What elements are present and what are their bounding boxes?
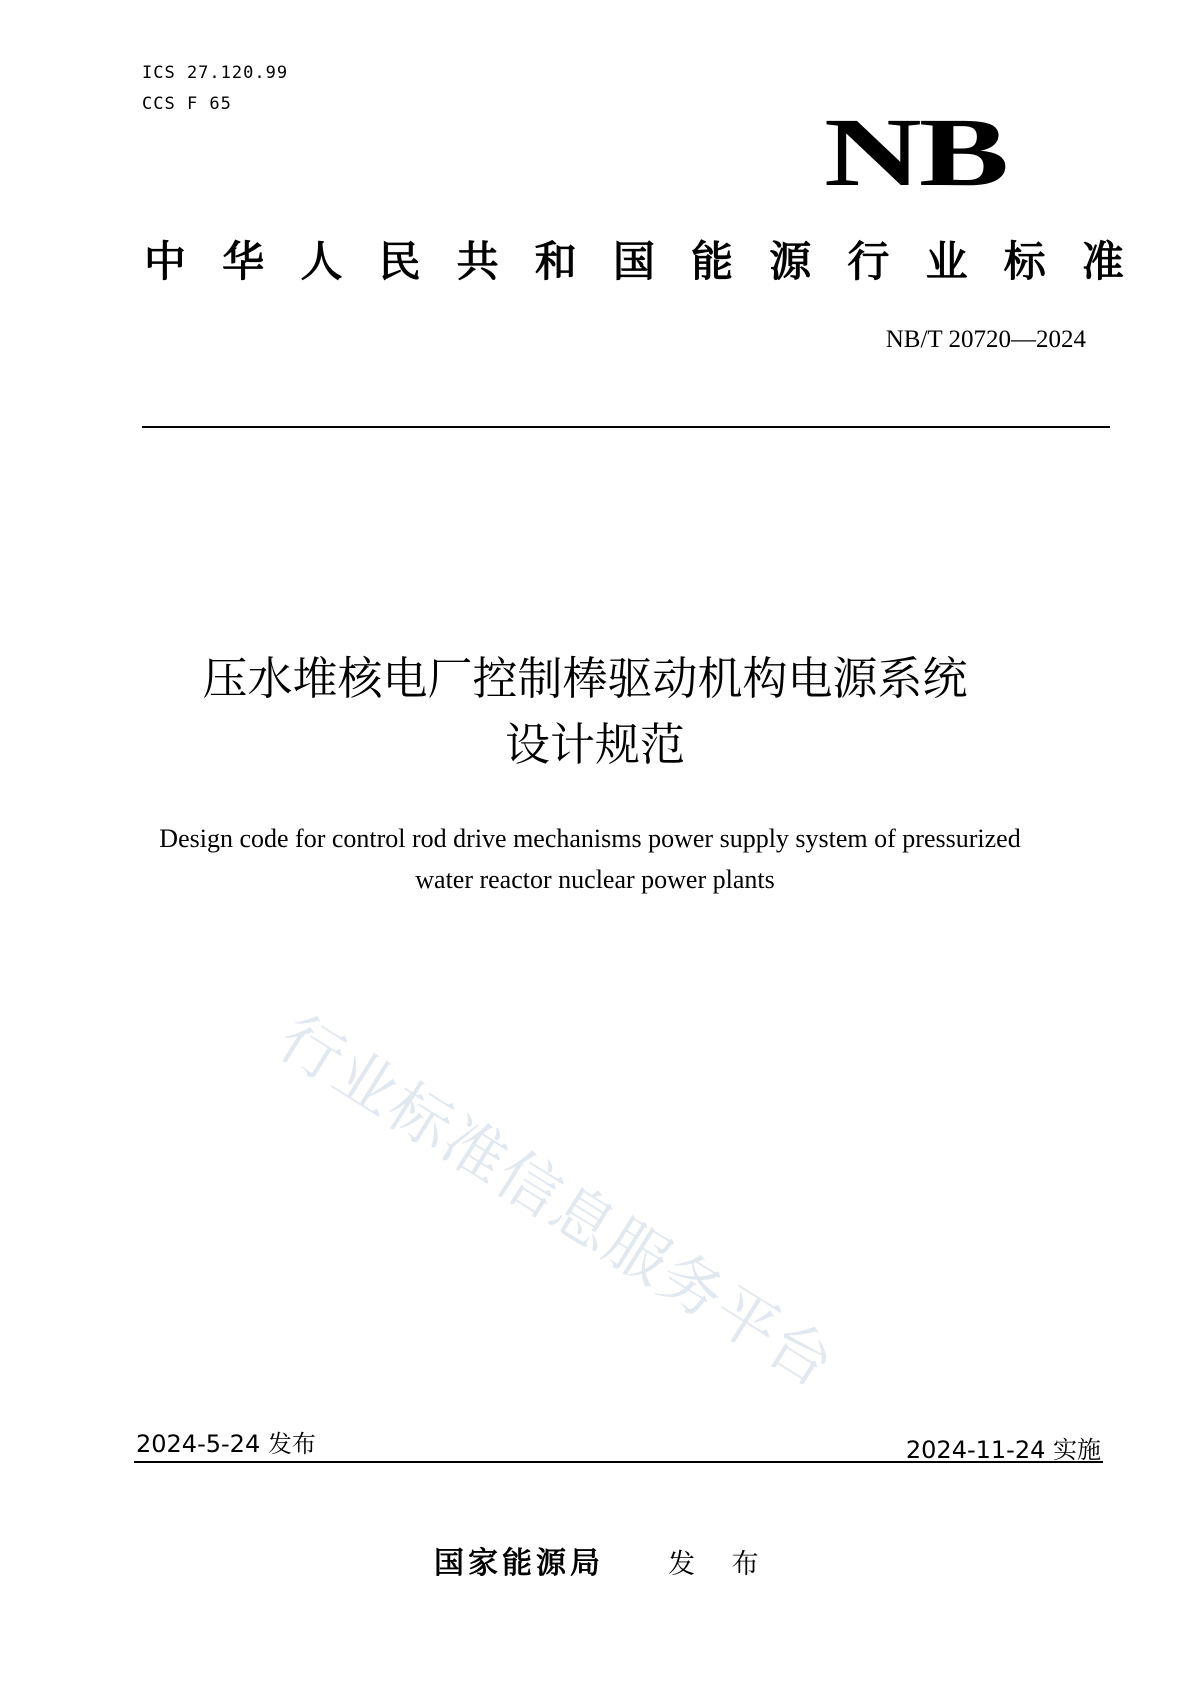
standard-title-char: 共 [456,237,499,286]
standard-number: NB/T 20720—2024 [885,326,1086,353]
standard-title-char: 准 [1081,237,1124,286]
publish-label: 发 布 [668,1549,773,1580]
watermark: 行业标准信息服务平台 [266,1001,848,1403]
issue-date: 2024-5-24 发布 [136,1430,316,1458]
document-title-english [0,818,1190,900]
standard-title-char: 业 [925,237,968,286]
publisher-name: 国家能源局 [434,1546,604,1581]
title-en-line-1: Design code for control rod drive mechanisms power supply system of pressurized [159,824,1021,853]
standard-title-char: 能 [691,237,734,286]
footer-divider [134,1461,1103,1463]
standard-title-char: 人 [300,237,343,286]
title-cn-line-2: 设计规范 [504,718,685,771]
standard-title-char: 华 [222,237,265,286]
standard-title-char: 源 [769,237,812,286]
header-divider [142,426,1110,428]
ics-code: ICS 27.120.99 [142,63,289,83]
standard-title-char: 中 [144,237,187,286]
standard-category-title [144,232,1124,292]
standard-title-char: 行 [847,237,890,286]
standard-title-char: 标 [1003,237,1046,286]
implementation-date: 2024-11-24 实施 [905,1436,1101,1464]
standard-title-char: 民 [378,237,421,286]
standard-title-char: 和 [534,237,577,286]
standard-title-char: 国 [612,237,655,286]
publisher-block [434,1538,773,1582]
nb-logo: NB [824,99,1007,207]
document-title-chinese [0,646,1190,778]
title-en-line-2: water reactor nuclear power plants [415,865,775,894]
ccs-code: CCS F 65 [142,94,232,114]
title-cn-line-1: 压水堆核电厂控制棒驱动机构电源系统 [202,652,968,705]
